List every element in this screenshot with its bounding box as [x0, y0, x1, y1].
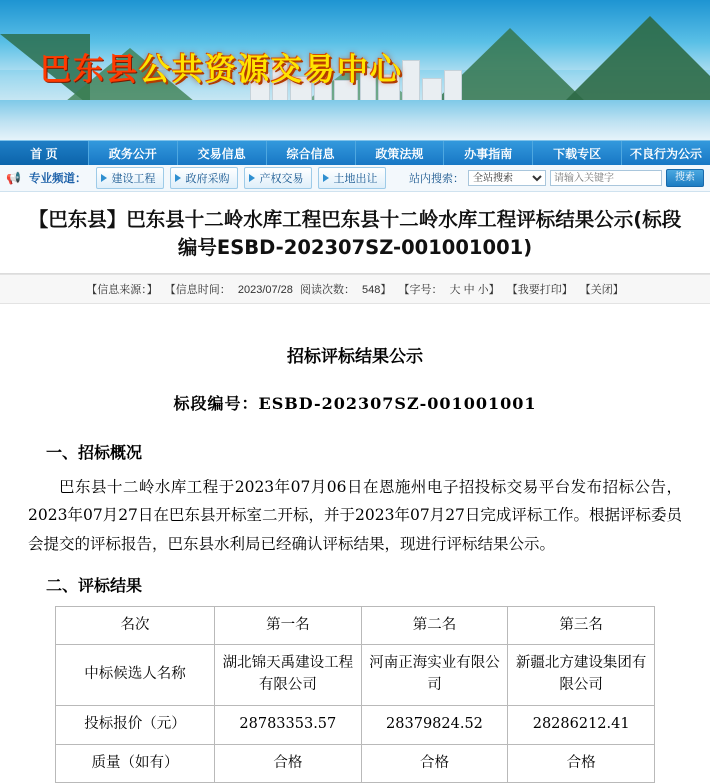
section-heading-overview: 一、招标概况	[46, 442, 143, 462]
table-row	[56, 606, 655, 645]
search-label: 站内搜索：	[409, 173, 464, 185]
table-header-first: 第一名	[215, 606, 362, 645]
nav-item-comprehensive-info[interactable]: 综合信息	[267, 141, 356, 165]
overview-paragraph: 巴东县十二岭水库工程于2023年07月06日在恩施州电子招投标交易平台发布招标公告，2023年07月27日在巴东县开标室二开标，并于2023年07月27日完成评标工作。根据评标委员会提交的评标报告，巴东县水利局已经确认评标结果，现进行评标结果公示。	[28, 477, 682, 553]
site-title	[40, 44, 403, 89]
arrow-right-icon	[249, 174, 255, 182]
main-nav	[0, 140, 710, 165]
section-code-label: 标段编号：	[173, 393, 259, 413]
megaphone-icon: 📢	[6, 171, 21, 185]
table-header-third: 第三名	[508, 606, 655, 645]
table-row	[56, 645, 655, 706]
table-row	[56, 705, 655, 744]
evaluation-result-table	[55, 606, 655, 783]
article-header	[0, 192, 710, 274]
search-scope-select[interactable]	[468, 170, 546, 186]
nav-item-home[interactable]: 首 页	[0, 141, 89, 165]
table-cell: 新疆北方建设集团有限公司	[508, 645, 655, 706]
table-header-rank: 名次	[56, 606, 215, 645]
nav-item-policies[interactable]: 政策法规	[356, 141, 445, 165]
channel-label: 专业频道：	[28, 173, 87, 185]
table-row-label: 中标候选人名称	[56, 645, 215, 706]
meta-print-button[interactable]: 【我要打印】	[506, 283, 573, 296]
section-heading-result: 二、评标结果	[46, 575, 143, 595]
site-search	[409, 169, 710, 187]
site-title-suffix: 公共资源交易中心	[139, 52, 403, 88]
nav-item-transaction-info[interactable]: 交易信息	[178, 141, 267, 165]
table-row-label: 投标报价（元）	[56, 705, 215, 744]
channel-tag-land[interactable]	[318, 167, 386, 189]
channel-tag-label: 产权交易	[259, 173, 304, 185]
table-row	[56, 744, 655, 783]
arrow-right-icon	[101, 174, 107, 182]
channel-tag-label: 建设工程	[111, 173, 156, 185]
arrow-right-icon	[175, 174, 181, 182]
article-body	[0, 304, 710, 783]
table-cell: 28783353.57	[215, 705, 362, 744]
banner-water	[0, 100, 710, 140]
channel-tag-procurement[interactable]	[170, 167, 238, 189]
site-title-prefix: 巴东县	[40, 52, 139, 88]
table-cell: 28379824.52	[361, 705, 508, 744]
section-code	[28, 391, 682, 414]
section-code-value: ESBD-202307SZ-001001001	[258, 393, 537, 413]
site-banner	[0, 0, 710, 140]
nav-item-guide[interactable]: 办事指南	[444, 141, 533, 165]
nav-item-government-affairs[interactable]: 政务公开	[89, 141, 178, 165]
meta-time-value: 2023/07/28	[237, 283, 293, 296]
table-header-second: 第二名	[361, 606, 508, 645]
search-input[interactable]	[550, 170, 662, 186]
table-cell: 河南正海实业有限公司	[361, 645, 508, 706]
meta-font-label: 【字号：	[398, 283, 443, 296]
channel-bar	[0, 165, 710, 192]
document-heading: 招标评标结果公示	[287, 346, 423, 367]
meta-views-value: 548】	[362, 283, 392, 296]
arrow-right-icon	[323, 174, 329, 182]
table-cell: 合格	[361, 744, 508, 783]
table-row-label: 质量（如有）	[56, 744, 215, 783]
table-cell: 湖北锦天禹建设工程有限公司	[215, 645, 362, 706]
banner-mountain	[560, 16, 710, 106]
table-cell: 合格	[215, 744, 362, 783]
meta-close-button[interactable]: 【关闭】	[579, 283, 624, 296]
channel-tag-label: 政府采购	[185, 173, 230, 185]
meta-time-label: 【信息时间：	[164, 283, 231, 296]
channel-tag-property[interactable]	[244, 167, 312, 189]
meta-source: 【信息来源：】	[86, 283, 158, 296]
search-button[interactable]: 搜索	[666, 169, 704, 187]
meta-views-label: 阅读次数：	[299, 283, 355, 296]
meta-font-options[interactable]: 大 中 小】	[449, 283, 500, 296]
table-cell: 28286212.41	[508, 705, 655, 744]
table-cell: 合格	[508, 744, 655, 783]
article-meta	[0, 274, 710, 304]
channel-tag-construction[interactable]	[96, 167, 164, 189]
page-title: 【巴东县】巴东县十二岭水库工程巴东县十二岭水库工程评标结果公示(标段编号ESBD-202307SZ-001001001)	[28, 208, 682, 260]
nav-item-misconduct-disclosure[interactable]: 不良行为公示	[630, 146, 703, 161]
channel-tag-label: 土地出让	[333, 173, 378, 185]
nav-item-downloads[interactable]: 下载专区	[533, 141, 622, 165]
